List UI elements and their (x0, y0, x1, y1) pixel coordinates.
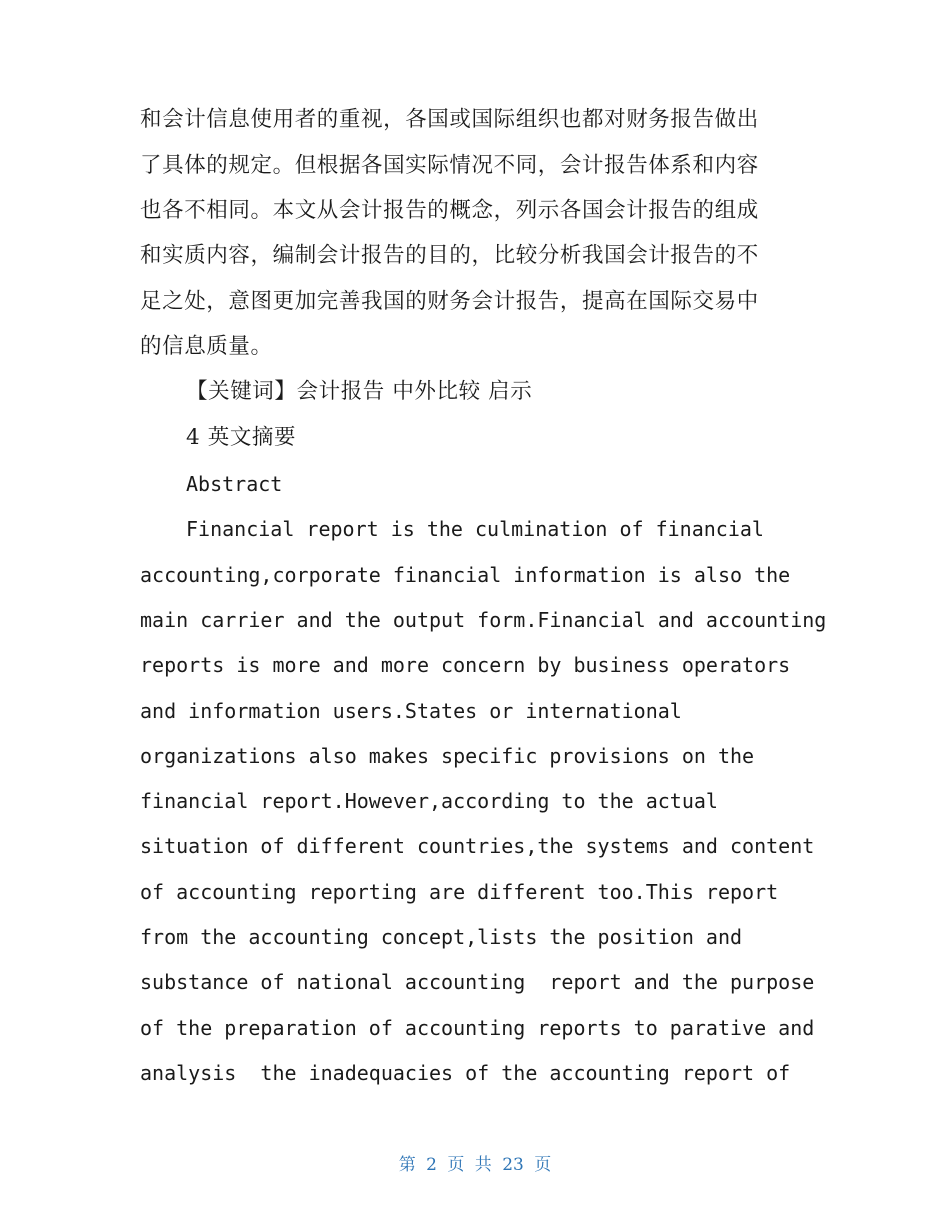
abstract-text-line: situation of different countries,the systems and content (140, 834, 815, 858)
abstract-text-line: accounting,corporate financial information is also the (140, 563, 791, 587)
body-text-line: 的信息质量。 (140, 334, 273, 359)
abstract-text-line: main carrier and the output form.Financial and accounting (140, 608, 827, 632)
abstract-text-line: analysis the inadequacies of the accounting report of (140, 1061, 791, 1085)
body-text-line: 了具体的规定。但根据各国实际情况不同，会计报告体系和内容 (140, 153, 759, 178)
abstract-label: Abstract (186, 472, 283, 496)
body-text-line: 足之处，意图更加完善我国的财务会计报告，提高在国际交易中 (140, 289, 759, 314)
abstract-text-line: organizations also makes specific provisions on the (140, 744, 755, 768)
abstract-text-line: and information users.States or international (140, 699, 682, 723)
abstract-text-line: reports is more and more concern by business operators (140, 653, 791, 677)
abstract-text-line: from the accounting concept,lists the position and (140, 925, 743, 949)
abstract-text-line: financial report.However,according to the actual (140, 789, 718, 813)
abstract-text-line: Financial report is the culmination of financial (186, 517, 764, 541)
body-text-line: 和会计信息使用者的重视，各国或国际组织也都对财务报告做出 (140, 107, 759, 132)
abstract-text-line: of accounting reporting are different too.This report (140, 880, 779, 904)
abstract-text-line: of the preparation of accounting reports to parative and (140, 1016, 815, 1040)
section-heading: 4 英文摘要 (186, 425, 297, 450)
body-text-line: 也各不相同。本文从会计报告的概念，列示各国会计报告的组成 (140, 198, 759, 223)
keywords-line: 【关键词】会计报告 中外比较 启示 (186, 379, 533, 404)
abstract-text-line: substance of national accounting report and the purpose (140, 970, 815, 994)
body-text-line: 和实质内容，编制会计报告的目的，比较分析我国会计报告的不 (140, 243, 759, 268)
page-number-footer: 第 2 页 共 23 页 (398, 1155, 552, 1175)
